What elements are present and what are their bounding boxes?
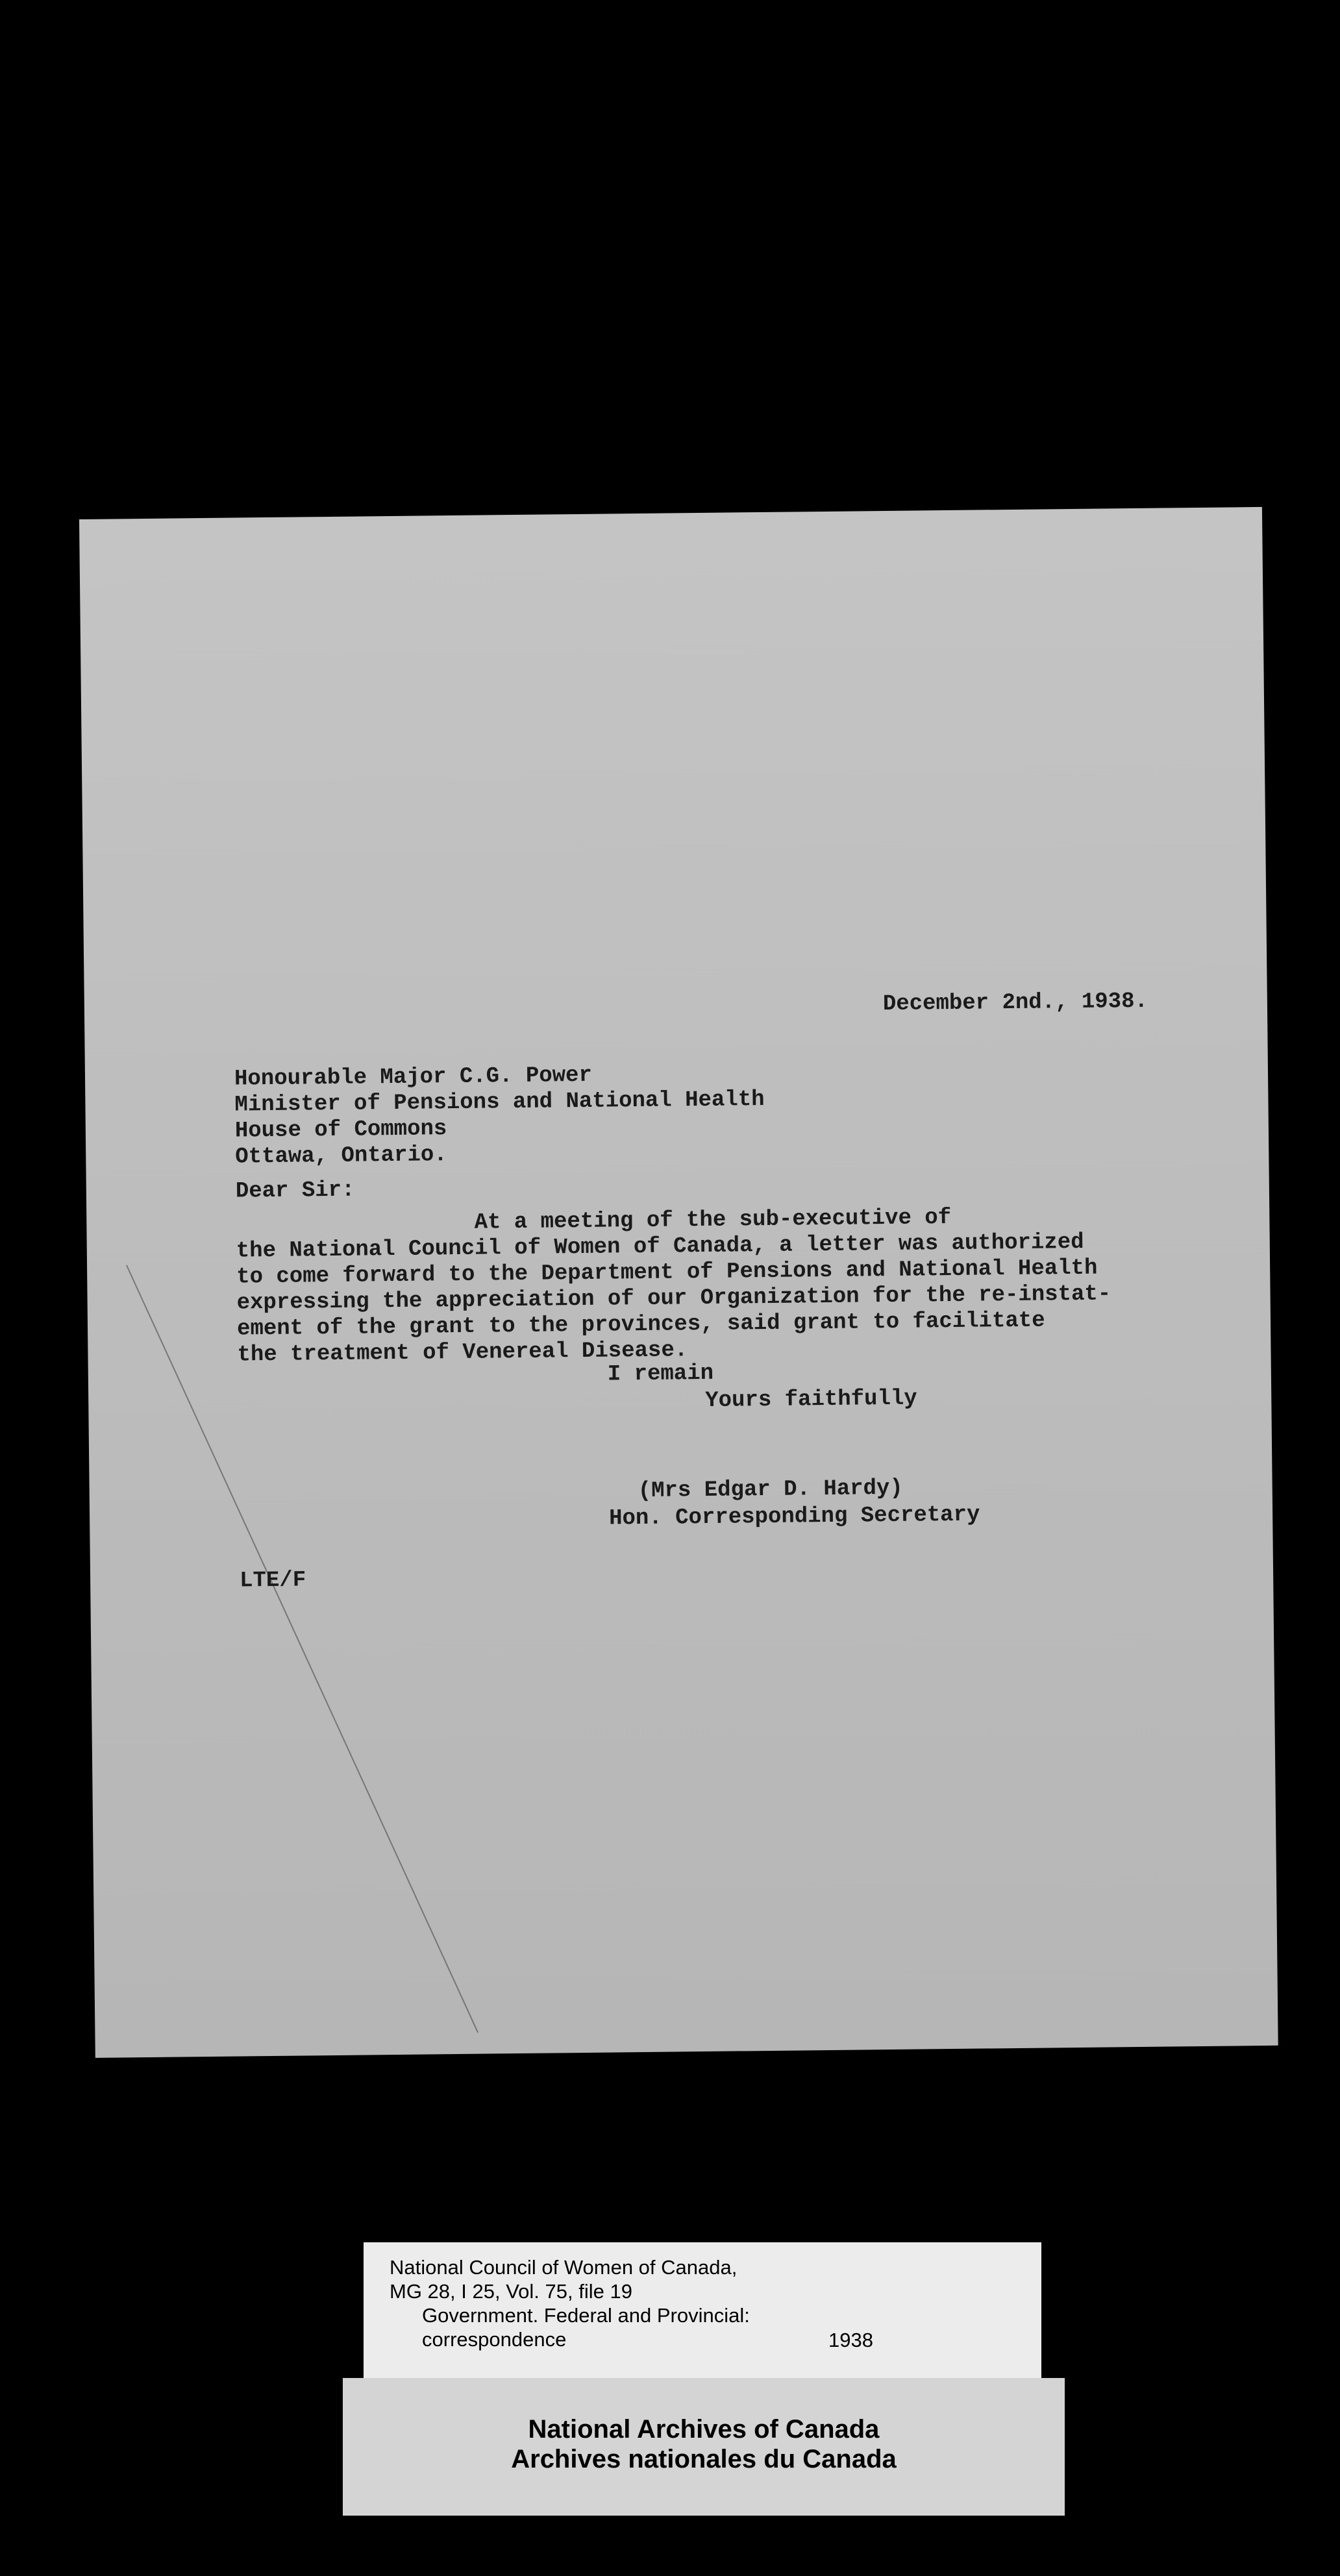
body-line: the treatment of Venereal Disease.	[237, 1338, 688, 1368]
recipient-address	[234, 1061, 765, 1170]
catalog-fonds: National Council of Women of Canada,	[390, 2256, 738, 2279]
catalog-year: 1938	[828, 2329, 873, 2351]
signatory-title: Hon. Corresponding Secretary	[608, 1502, 980, 1531]
letter-sheet	[79, 507, 1278, 2058]
recipient-title: Minister of Pensions and National Health	[234, 1087, 765, 1118]
recipient-name: Honourable Major C.G. Power	[234, 1063, 593, 1092]
body-line: At a meeting of the sub-executive of	[236, 1205, 952, 1238]
recipient-city: Ottawa, Ontario.	[235, 1143, 447, 1170]
closing-faithfully: Yours faithfully	[705, 1386, 917, 1413]
body-line: the National Council of Women of Canada, a letter was authorized	[236, 1230, 1084, 1264]
signatory-name: (Mrs Edgar D. Hardy)	[638, 1476, 903, 1504]
catalog-series: correspondence	[422, 2328, 567, 2351]
archives-name-french: Archives nationales du Canada	[511, 2445, 897, 2473]
body-line: expressing the appreciation of our Organization for the re-instat-	[236, 1282, 1111, 1316]
body-line: ement of the grant to the provinces, said grant to facilitate	[236, 1308, 1045, 1342]
recipient-house: House of Commons	[234, 1117, 447, 1144]
body-line: to come forward to the Department of Pensions and National Health	[236, 1256, 1098, 1290]
letter-date: December 2nd., 1938.	[882, 989, 1148, 1017]
letter-body	[236, 1203, 1111, 1368]
catalog-subject: Government. Federal and Provincial:	[422, 2304, 750, 2327]
archives-name-english: National Archives of Canada	[528, 2415, 880, 2444]
catalog-reference: MG 28, I 25, Vol. 75, file 19	[390, 2280, 632, 2303]
closing-remain: I remain	[607, 1361, 714, 1387]
typist-initials: LTE/F	[239, 1568, 306, 1594]
salutation: Dear Sir:	[235, 1178, 355, 1204]
archives-label	[343, 2378, 1065, 2516]
catalog-label	[364, 2242, 1041, 2379]
paper-crease	[126, 1265, 478, 2033]
